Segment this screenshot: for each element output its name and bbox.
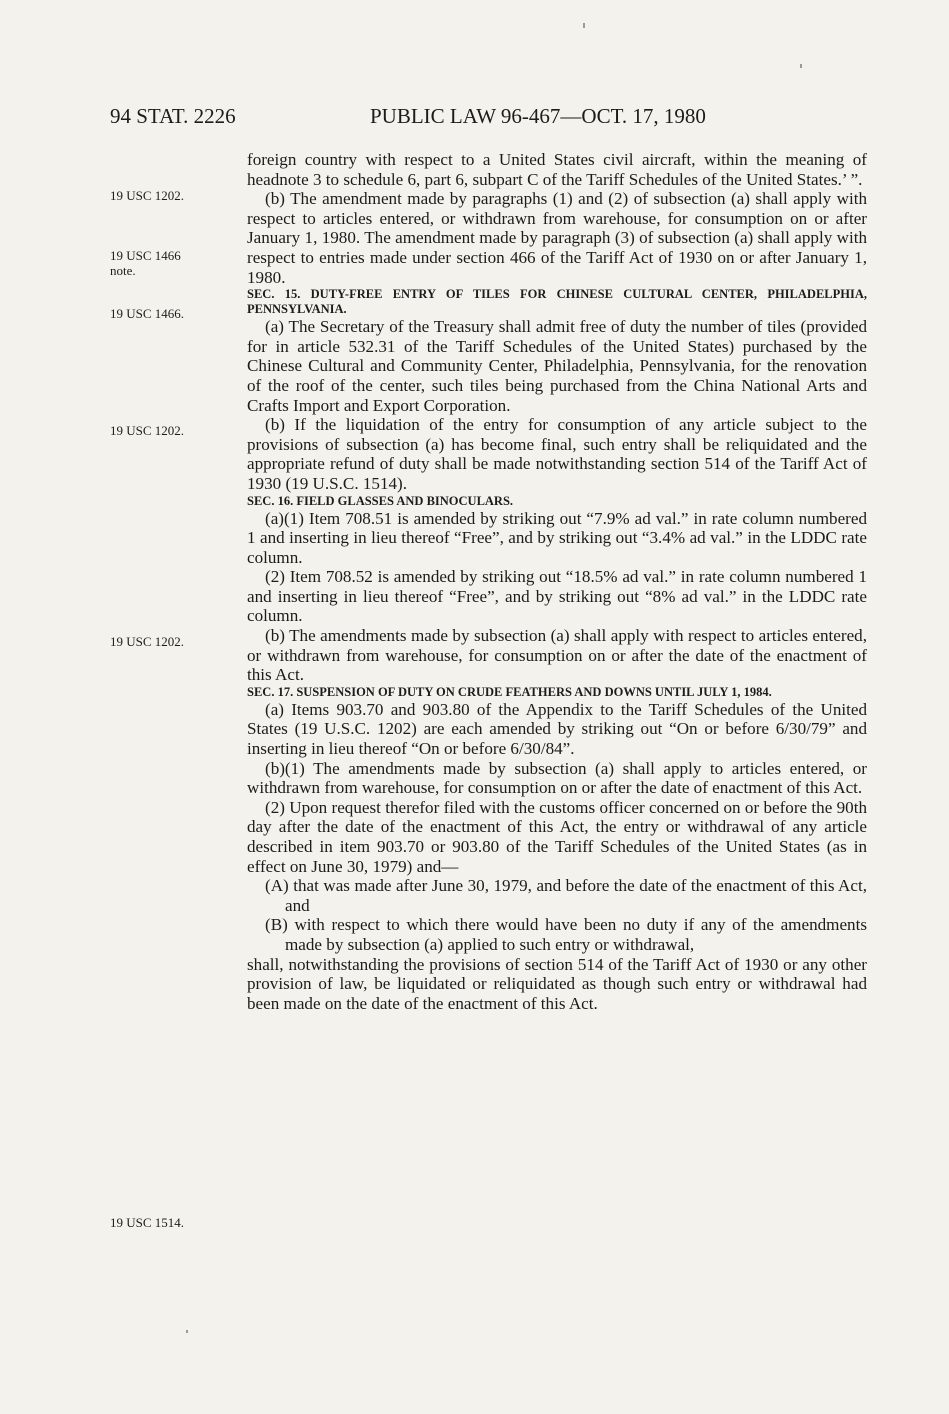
margin-citation: 19 USC 1202. <box>110 423 185 438</box>
paragraph: (b) The amendment made by paragraphs (1) and (2) of subsection (a) shall apply with respect to articles entered, or withdrawn from warehouse, for consumption on or after January 1, 1980. The amendment made by paragraph (3) of subsection (a) shall apply with respect to entries made under section 466 of the Tariff Act of 1930 on or after January 1, 1980. <box>247 189 867 287</box>
paragraph: (b)(1) The amendments made by subsection (a) shall apply to articles entered, or withdrawn from warehouse, for consumption on or after the date of enactment of this Act. <box>247 758 867 798</box>
scan-mark <box>186 1330 188 1333</box>
scan-mark <box>583 23 585 28</box>
statute-text <box>247 150 867 1013</box>
running-head: PUBLIC LAW 96-467—OCT. 17, 1980 <box>370 104 706 128</box>
margin-citation: 19 USC 1202. <box>110 188 185 203</box>
paragraph: foreign country with respect to a United States civil aircraft, within the meaning of headnote 3 to schedule 6, part 6, subpart C of the Tariff Schedules of the United States.’ ”. <box>247 150 867 189</box>
paragraph: shall, notwithstanding the provisions of section 514 of the Tariff Act of 1930 or any other provision of law, be liquidated or reliquidated as though such entry or withdrawal had been made on the date of the enactment of this Act. <box>247 954 867 1013</box>
paragraph: (a)(1) Item 708.51 is amended by striking out “7.9% ad val.” in rate column numbered 1 and inserting in lieu thereof “Free”, and by striking out “3.4% ad val.” in the LDDC rate column. <box>247 508 867 567</box>
paragraph: (b) If the liquidation of the entry for consumption of any article subject to the provisions of subsection (a) has become final, such entry shall be reliquidated and the appropriate refund of duty shall be made notwithstanding section 514 of the Tariff Act of 1930 (19 U.S.C. 1514). <box>247 415 867 493</box>
statute-page-number: 94 STAT. 2226 <box>110 104 236 128</box>
margin-citation: 19 USC 1514. <box>110 1215 185 1230</box>
paragraph: (2) Item 708.52 is amended by striking out “18.5% ad val.” in rate column numbered 1 and inserting in lieu thereof “Free”, and by striking out “8% ad val.” in the LDDC rate column. <box>247 567 867 626</box>
paragraph: (2) Upon request therefor filed with the customs officer concerned on or before the 90th day after the date of the enactment of this Act, the entry or withdrawal of any article described in item 903.70 or 903.80 of the Tariff Schedules of the United States (as in effect on June 30, 1979) and— <box>247 797 867 876</box>
margin-citation: 19 USC 1202. <box>110 634 185 649</box>
scan-mark <box>800 64 802 68</box>
subparagraph: (B) with respect to which there would have been no duty if any of the amendments made by subsection (a) applied to such entry or withdrawal, <box>265 915 867 954</box>
section-heading: SEC. 15. DUTY-FREE ENTRY OF TILES FOR CHINESE CULTURAL CENTER, PHILADELPHIA, PENNSYLVANIA. <box>247 287 867 317</box>
section-heading: SEC. 16. FIELD GLASSES AND BINOCULARS. <box>247 493 514 508</box>
paragraph: (a) The Secretary of the Treasury shall admit free of duty the number of tiles (provided for in article 532.31 of the Tariff Schedules of the United States) purchased by the Chinese Cultural and Community Center, Philadelphia, Pennsylvania, for the renovation of the roof of the center, such tiles being purchased from the China National Arts and Crafts Import and Export Corporation. <box>247 317 867 415</box>
margin-citation: 19 USC 1466 <box>110 248 181 263</box>
margin-citation: note. <box>110 263 136 278</box>
section-heading: SEC. 17. SUSPENSION OF DUTY ON CRUDE FEATHERS AND DOWNS UNTIL JULY 1, 1984. <box>247 684 772 699</box>
paragraph: (a) Items 903.70 and 903.80 of the Appendix to the Tariff Schedules of the United States (19 U.S.C. 1202) are each amended by striking out “On or before 6/30/79” and inserting in lieu thereof “On or before 6/30/84”. <box>247 699 867 759</box>
subparagraph: (A) that was made after June 30, 1979, and before the date of the enactment of this Act, and <box>265 876 867 915</box>
paragraph: (b) The amendments made by subsection (a) shall apply with respect to articles entered, or withdrawn from warehouse, for consumption on or after the date of the enactment of this Act. <box>247 626 867 685</box>
margin-citation: 19 USC 1466. <box>110 306 185 321</box>
